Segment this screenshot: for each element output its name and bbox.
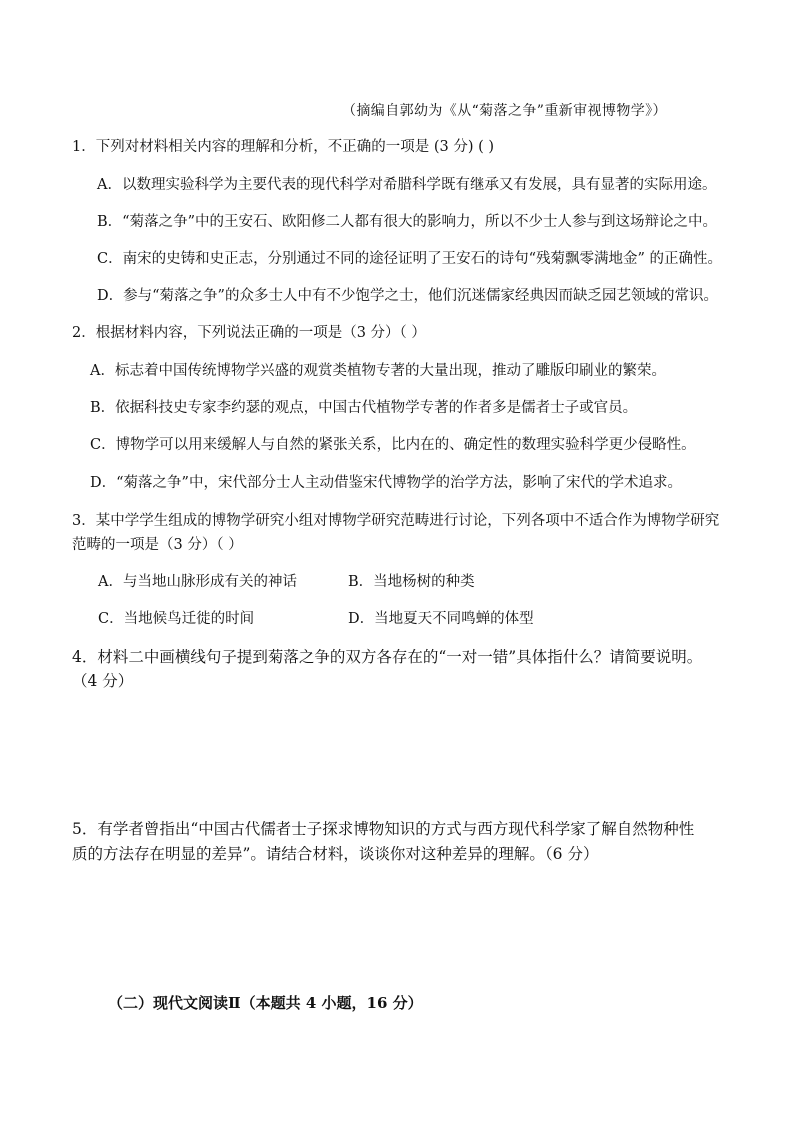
question-4-line-1: 4．材料二中画横线句子提到菊落之争的双方各存在的“一对一错”具体指什么？请简要说明。 bbox=[72, 648, 703, 666]
question-1-stem: 1．下列对材料相关内容的理解和分析，不正确的一项是 (3 分) ( ) bbox=[72, 139, 495, 155]
question-3-option-a: A．与当地山脉形成有关的神话 bbox=[98, 574, 297, 590]
question-3-stem-line-1: 3．某中学学生组成的博物学研究小组对博物学研究范畴进行讨论，下列各项中不适合作为博物学研究 bbox=[72, 513, 720, 529]
question-3-stem-line-2: 范畴的一项是（3 分）（ ） bbox=[72, 537, 243, 553]
question-5-line-2: 质的方法存在明显的差异”。请结合材料，谈谈你对这种差异的理解。（6 分） bbox=[72, 845, 599, 863]
question-2-option-d: D．“菊落之争”中，宋代部分士人主动借鉴宋代博物学的治学方法，影响了宋代的学术追求。 bbox=[90, 475, 682, 491]
section-heading: （二）现代文阅读Ⅱ（本题共 4 小题，16 分） bbox=[108, 994, 423, 1012]
question-1-option-a: A．以数理实验科学为主要代表的现代科学对希腊科学既有继承又有发展，具有显著的实际用途。 bbox=[97, 177, 717, 193]
question-1-option-b: B．“菊落之争”中的王安石、欧阳修二人都有很大的影响力，所以不少士人参与到这场辩论之中。 bbox=[97, 214, 717, 230]
source-citation: （摘编自郭幼为《从“菊落之争”重新审视博物学》） bbox=[342, 103, 667, 119]
question-2-option-c: C．博物学可以用来缓解人与自然的紧张关系，比内在的、确定性的数理实验科学更少侵略性。 bbox=[90, 437, 696, 453]
question-3-option-b: B．当地杨树的种类 bbox=[348, 574, 475, 590]
question-1-option-c: C．南宋的史铸和史正志，分别通过不同的途径证明了王安石的诗句“残菊飘零满地金” 的正确性。 bbox=[97, 251, 723, 267]
question-5-line-1: 5．有学者曾指出“中国古代儒者士子探求博物知识的方式与西方现代科学家了解自然物种性 bbox=[72, 820, 695, 838]
question-2-stem: 2．根据材料内容，下列说法正确的一项是（3 分）（ ） bbox=[72, 325, 426, 341]
question-2-option-a: A．标志着中国传统博物学兴盛的观赏类植物专著的大量出现，推动了雕版印刷业的繁荣。 bbox=[90, 363, 666, 379]
question-2-option-b: B．依据科技史专家李约瑟的观点，中国古代植物学专著的作者多是儒者士子或官员。 bbox=[90, 400, 638, 416]
question-4-line-2: （4 分） bbox=[72, 672, 134, 690]
question-3-option-d: D．当地夏天不同鸣蝉的体型 bbox=[348, 611, 534, 627]
question-1-option-d: D．参与“菊落之争”的众多士人中有不少饱学之士，他们沉迷儒家经典因而缺乏园艺领域的常识。 bbox=[97, 288, 718, 304]
question-3-option-c: C．当地候鸟迁徙的时间 bbox=[98, 611, 255, 627]
